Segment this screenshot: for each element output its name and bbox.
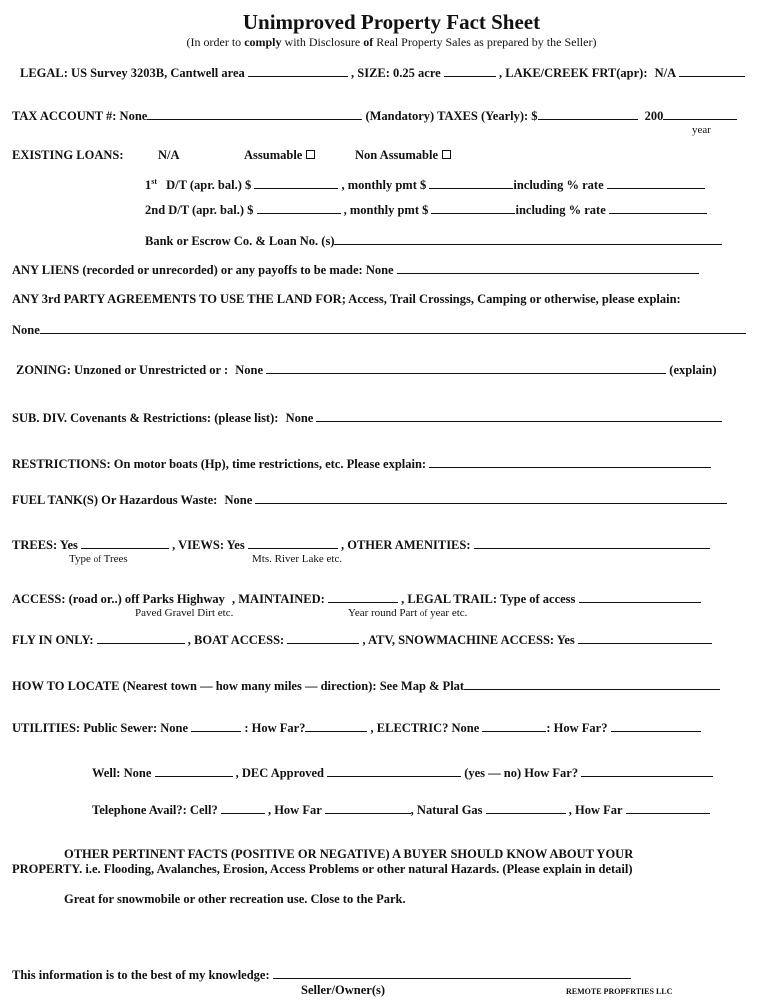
fuel-value: None (224, 493, 253, 507)
subdiv-row (12, 410, 722, 425)
first-dt-label: D/T (apr. bal.) $ (166, 178, 252, 192)
subtitle-part: with Disclosure (281, 35, 364, 49)
sewer-how-far-field[interactable] (305, 720, 367, 732)
well-field[interactable] (155, 765, 233, 777)
trees-caption-part: of (93, 554, 102, 564)
fly-field[interactable] (97, 632, 185, 644)
first-dt-sup: st (151, 177, 158, 186)
views-caption: Mts. River Lake etc. (252, 553, 343, 565)
zoning-label: ZONING: Unzoned or Unrestricted or : (16, 363, 229, 377)
second-rate-field[interactable] (609, 202, 707, 214)
restrictions-field[interactable] (429, 456, 711, 468)
subtitle-part: Real Property Sales as prepared by the Seller) (373, 35, 597, 49)
zoning-row (16, 362, 717, 377)
electric-label: , ELECTRIC? (370, 721, 449, 735)
signature-field[interactable] (273, 967, 631, 979)
maintained-caption (348, 606, 467, 620)
page-title: Unimproved Property Fact Sheet (242, 10, 541, 34)
gas-how-far-field[interactable] (626, 802, 710, 814)
agreements-value: None (12, 323, 40, 337)
subtitle-part: comply (244, 35, 282, 49)
signature-caption: Seller/Owner(s) (301, 983, 386, 997)
first-dt-row (145, 175, 705, 192)
year-prefix: 200 (644, 109, 664, 123)
subdiv-field[interactable] (316, 410, 722, 422)
gas-how-far-label: , How Far (568, 803, 623, 817)
taxes-field[interactable] (538, 108, 638, 120)
agreements-field[interactable] (40, 322, 746, 334)
liens-value: None (365, 263, 394, 277)
lake-label: , LAKE/CREEK FRT(apr): (498, 66, 648, 80)
gas-field[interactable] (486, 802, 566, 814)
agreements-label: ANY 3rd PARTY AGREEMENTS TO USE THE LAND FOR; Access, Trail Crossings, Camping or otherwise, please explain: (12, 292, 681, 306)
phone-how-far-label: , How Far (267, 803, 322, 817)
lake-field[interactable] (679, 65, 745, 77)
non-assumable-label: Non Assumable (355, 148, 439, 162)
first-dt-balance-field[interactable] (254, 177, 338, 189)
lake-value: N/A (654, 66, 676, 80)
size-field[interactable] (444, 65, 496, 77)
boat-label: , BOAT ACCESS: (187, 633, 285, 647)
electric-how-far-label: : How Far? (546, 721, 608, 735)
cell-field[interactable] (221, 802, 265, 814)
bank-row (145, 233, 722, 248)
maintained-field[interactable] (328, 591, 398, 603)
assumable-option (244, 148, 315, 162)
subdiv-value: None (285, 411, 314, 425)
non-assumable-option (355, 148, 451, 162)
locate-label: HOW TO LOCATE (Nearest town — how many miles — direction): (12, 679, 377, 693)
atv-label: , ATV, SNOWMACHINE ACCESS: (362, 633, 555, 647)
well-row (92, 765, 713, 780)
subtitle-part: (In order to (186, 35, 245, 49)
first-rate-label: including % rate (513, 178, 604, 192)
first-rate-field[interactable] (607, 177, 705, 189)
trees-label: TREES: Yes (12, 538, 78, 552)
second-dt-row (145, 202, 707, 217)
restrictions-label: RESTRICTIONS: On motor boats (Hp), time restrictions, etc. Please explain: (12, 457, 427, 471)
zoning-field[interactable] (266, 362, 666, 374)
second-monthly-field[interactable] (431, 202, 515, 214)
locate-row (12, 678, 720, 693)
telephone-row (92, 802, 710, 817)
dec-field[interactable] (327, 765, 461, 777)
access-caption: Paved Gravel Dirt etc. (135, 607, 234, 619)
maintained-label: , MAINTAINED: (232, 592, 325, 606)
fuel-row (12, 492, 727, 507)
other-facts-line2: PROPERTY. i.e. Flooding, Avalanches, Erosion, Access Problems or other natural Hazards. (Please explain in detail) (12, 862, 633, 876)
signature-label: This information is to the best of my knowledge: (12, 968, 270, 982)
utilities-row (12, 720, 701, 735)
page-subtitle (0, 35, 783, 49)
sewer-value: None (160, 721, 189, 735)
restrictions-row (12, 456, 711, 471)
trees-row (12, 537, 710, 552)
electric-field[interactable] (482, 720, 546, 732)
fly-row (12, 632, 712, 647)
liens-row (12, 262, 699, 277)
sewer-field[interactable] (191, 720, 241, 732)
gas-label: , Natural Gas (410, 803, 483, 817)
second-dt-label: 2nd D/T (apr. bal.) $ (145, 203, 254, 217)
second-monthly-label: , monthly pmt $ (343, 203, 429, 217)
second-dt-balance-field[interactable] (257, 202, 341, 214)
liens-field[interactable] (397, 262, 699, 274)
size-label: , SIZE: 0.25 acre (351, 66, 441, 80)
access-row (12, 591, 701, 606)
trees-caption (69, 552, 128, 566)
electric-value: None (451, 721, 480, 735)
trees-field[interactable] (81, 537, 169, 549)
company-name: REMOTE PROPFRTIES LLC (566, 987, 673, 996)
agreements-row (12, 322, 746, 337)
liens-label: ANY LIENS (recorded or unrecorded) or any payoffs to be made: (12, 263, 363, 277)
maintained-caption-part: of (419, 608, 428, 618)
maintained-caption-part: year etc. (430, 607, 468, 619)
boat-field[interactable] (287, 632, 359, 644)
first-dt-num: 1 (145, 178, 152, 192)
signature-row (12, 967, 631, 982)
dec-label: , DEC Approved (235, 766, 324, 780)
locate-field[interactable] (464, 678, 720, 690)
views-field[interactable] (248, 537, 338, 549)
trees-caption-part: Trees (103, 553, 128, 565)
views-label: , VIEWS: Yes (172, 538, 245, 552)
amenities-field[interactable] (474, 537, 710, 549)
atv-value: Yes (556, 633, 575, 647)
tax-account-value: None (119, 109, 148, 123)
legal-label: LEGAL: US Survey 3203B, Cantwell area (20, 66, 245, 80)
fly-label: FLY IN ONLY: (12, 633, 94, 647)
legal-trail-label: , LEGAL TRAIL: Type of access (401, 592, 576, 606)
bank-label: Bank or Escrow Co. & Loan No. (s) (145, 234, 335, 248)
other-facts-value: Great for snowmobile or other recreation use. Close to the Park. (64, 892, 406, 906)
yes-no-label: (yes — no) How Far? (464, 766, 579, 780)
atv-field[interactable] (578, 632, 712, 644)
tax-account-field[interactable] (147, 108, 362, 120)
non-assumable-checkbox[interactable] (442, 150, 451, 159)
year-caption: year (692, 124, 711, 136)
first-monthly-label: , monthly pmt $ (341, 178, 427, 192)
maintained-caption-part: Year round Part (348, 607, 418, 619)
year-field[interactable] (663, 108, 737, 120)
legal-row (20, 65, 745, 80)
subtitle-part: of (363, 35, 374, 49)
legal-trail-field[interactable] (579, 591, 701, 603)
well-value: None (123, 766, 152, 780)
loans-label: EXISTING LOANS: (12, 148, 124, 162)
locate-value: See Map & Plat (379, 679, 465, 693)
electric-how-far-field[interactable] (611, 720, 701, 732)
phone-how-far-field[interactable] (325, 802, 411, 814)
assumable-label: Assumable (244, 148, 303, 162)
fuel-label: FUEL TANK(S) Or Hazardous Waste: (12, 493, 218, 507)
well-how-far-field[interactable] (581, 765, 713, 777)
subdiv-label: SUB. DIV. Covenants & Restrictions: (please list): (12, 411, 279, 425)
assumable-checkbox[interactable] (306, 150, 315, 159)
second-rate-label: including % rate (515, 203, 606, 217)
access-label: ACCESS: (road or..) off Parks Highway (12, 592, 225, 606)
tax-row (12, 108, 737, 123)
amenities-label: , OTHER AMENITIES: (340, 538, 471, 552)
well-label: Well: (92, 766, 121, 780)
trees-caption-part: Type (69, 553, 91, 565)
phone-label: Telephone Avail?: Cell? (92, 803, 218, 817)
tax-account-label: TAX ACCOUNT #: (12, 109, 117, 123)
taxes-label: (Mandatory) TAXES (Yearly): $ (365, 109, 538, 123)
bank-field[interactable] (334, 233, 722, 245)
sewer-label: UTILITIES: Public Sewer: (12, 721, 158, 735)
sewer-how-far-label: : How Far? (244, 721, 306, 735)
zoning-value: None (235, 363, 264, 377)
legal-field[interactable] (248, 65, 348, 77)
fuel-field[interactable] (255, 492, 727, 504)
loans-value: N/A (158, 148, 180, 162)
zoning-suffix: (explain) (669, 363, 717, 377)
first-monthly-field[interactable] (429, 177, 513, 189)
other-facts-line1: OTHER PERTINENT FACTS (POSITIVE OR NEGATIVE) A BUYER SHOULD KNOW ABOUT YOUR (64, 847, 634, 861)
